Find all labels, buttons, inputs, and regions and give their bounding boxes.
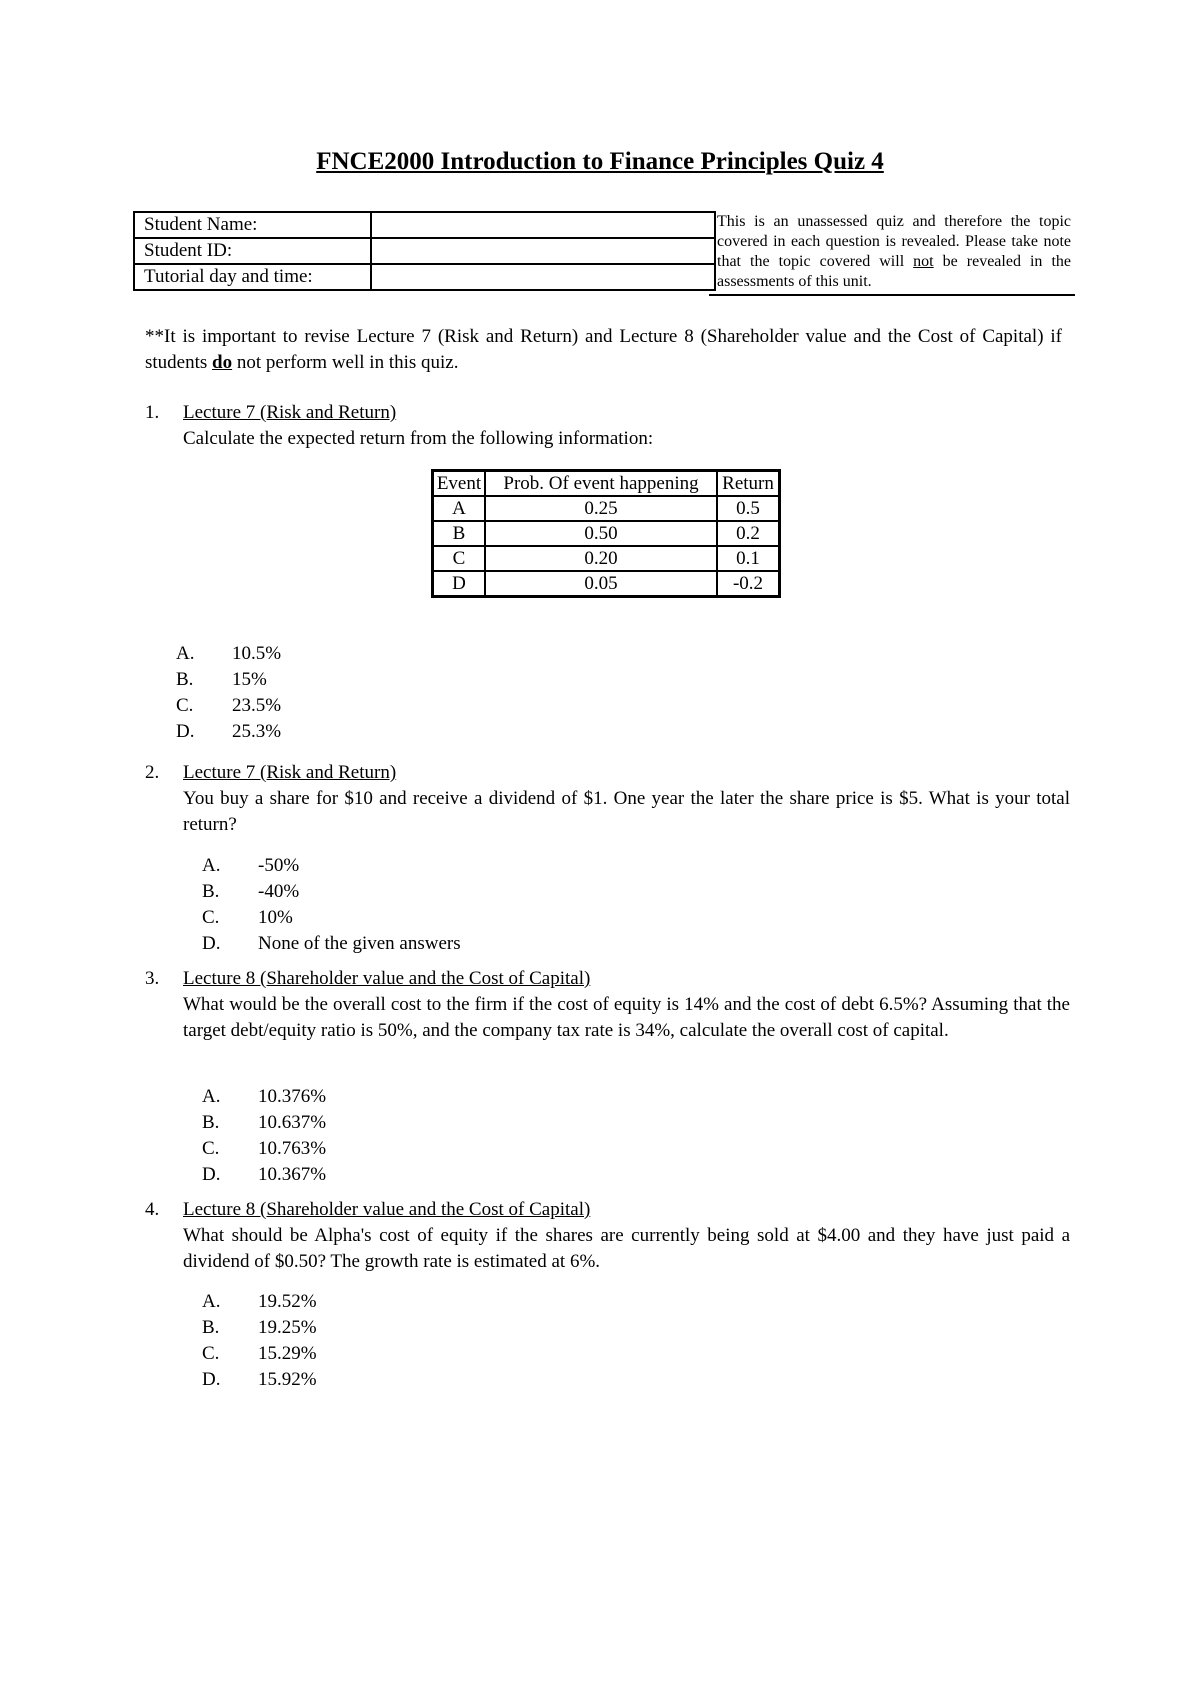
option-letter: C. xyxy=(202,1138,220,1159)
table-row xyxy=(433,521,780,546)
question-4 xyxy=(145,1197,1070,1275)
question-number: 1. xyxy=(145,402,160,423)
question-topic: Lecture 8 (Shareholder value and the Cost of Capital) xyxy=(183,968,591,989)
unassessed-notice xyxy=(717,212,1071,292)
option-letter: C. xyxy=(202,907,220,928)
table-row xyxy=(433,496,780,521)
question-3 xyxy=(145,966,1070,1044)
answer-option[interactable] xyxy=(202,1289,602,1315)
option-text: 10.367% xyxy=(258,1164,327,1185)
option-text: None of the given answers xyxy=(258,933,461,954)
table-cell: 0.25 xyxy=(485,496,717,521)
table-cell: B xyxy=(433,521,486,546)
option-letter: D. xyxy=(202,933,221,954)
question-1-options xyxy=(176,641,476,745)
question-number: 2. xyxy=(145,762,160,783)
student-id-field[interactable] xyxy=(371,238,715,264)
page-title: FNCE2000 Introduction to Finance Principles Quiz 4 xyxy=(316,148,884,175)
option-letter: B. xyxy=(202,1317,220,1338)
table-header-row xyxy=(433,471,780,497)
event-probability-table xyxy=(431,469,781,598)
table-row xyxy=(433,571,780,597)
option-text: 15% xyxy=(232,669,267,690)
option-letter: A. xyxy=(202,1291,221,1312)
question-text: What would be the overall cost to the firm if the cost of equity is 14% and the cost of debt 6.5%? Assuming that the target debt/equity ratio is 50%, and the company tax rate is 34%, calculate the overall cost of capital. xyxy=(183,994,1070,1041)
intro-text-end: not perform well in this quiz. xyxy=(232,352,459,373)
question-1 xyxy=(145,400,1070,452)
option-text: -40% xyxy=(258,881,300,902)
answer-option[interactable] xyxy=(176,667,476,693)
option-letter: C. xyxy=(202,1343,220,1364)
option-text: 10.5% xyxy=(232,643,282,664)
question-text: What should be Alpha's cost of equity if the shares are currently being sold at $4.00 and they have just paid a dividend of $0.50? The growth rate is estimated at 6%. xyxy=(183,1225,1070,1272)
table-cell: 0.1 xyxy=(717,546,780,571)
option-text: 10% xyxy=(258,907,293,928)
option-text: 23.5% xyxy=(232,695,282,716)
answer-option[interactable] xyxy=(202,1367,602,1393)
answer-option[interactable] xyxy=(202,1084,602,1110)
student-name-field[interactable] xyxy=(371,212,715,238)
option-letter: B. xyxy=(202,881,220,902)
answer-option[interactable] xyxy=(176,719,476,745)
option-text: 19.25% xyxy=(258,1317,317,1338)
answer-option[interactable] xyxy=(202,1315,602,1341)
table-cell: 0.05 xyxy=(485,571,717,597)
table-cell: D xyxy=(433,571,486,597)
option-letter: D. xyxy=(202,1164,221,1185)
intro-text: **It is important to revise Lecture 7 (Risk and Return) and Lecture 8 (Shareholder value and the Cost of Capital) if students xyxy=(145,326,1062,373)
table-header: Prob. Of event happening xyxy=(485,471,717,497)
table-row xyxy=(433,546,780,571)
notice-text-end: be revealed in the assessments of this unit. xyxy=(717,253,1071,290)
question-topic: Lecture 8 (Shareholder value and the Cost of Capital) xyxy=(183,1199,591,1220)
option-letter: C. xyxy=(176,695,194,716)
question-text: Calculate the expected return from the following information: xyxy=(183,428,654,449)
table-cell: 0.20 xyxy=(485,546,717,571)
option-text: -50% xyxy=(258,855,300,876)
answer-option[interactable] xyxy=(202,1162,602,1188)
tutorial-time-field[interactable] xyxy=(371,264,715,290)
table-cell: C xyxy=(433,546,486,571)
option-text: 15.92% xyxy=(258,1369,317,1390)
answer-option[interactable] xyxy=(202,879,602,905)
table-cell: A xyxy=(433,496,486,521)
question-topic: Lecture 7 (Risk and Return) xyxy=(183,402,397,423)
table-cell: 0.5 xyxy=(717,496,780,521)
answer-option[interactable] xyxy=(202,1341,602,1367)
intro-emphasis: do xyxy=(212,352,233,373)
table-cell: 0.2 xyxy=(717,521,780,546)
option-letter: B. xyxy=(176,669,194,690)
table-cell: 0.50 xyxy=(485,521,717,546)
table-header: Return xyxy=(717,471,780,497)
option-text: 15.29% xyxy=(258,1343,317,1364)
tutorial-time-label: Tutorial day and time: xyxy=(134,264,371,290)
option-letter: D. xyxy=(202,1369,221,1390)
option-letter: D. xyxy=(176,721,195,742)
option-text: 10.637% xyxy=(258,1112,327,1133)
option-text: 19.52% xyxy=(258,1291,317,1312)
option-letter: A. xyxy=(176,643,195,664)
option-letter: A. xyxy=(202,855,221,876)
question-4-options xyxy=(202,1289,602,1393)
question-3-options xyxy=(202,1084,602,1188)
answer-option[interactable] xyxy=(176,641,476,667)
question-2 xyxy=(145,760,1070,838)
answer-option[interactable] xyxy=(202,905,602,931)
question-topic: Lecture 7 (Risk and Return) xyxy=(183,762,397,783)
answer-option[interactable] xyxy=(202,1136,602,1162)
option-letter: A. xyxy=(202,1086,221,1107)
notice-emphasis: not xyxy=(913,253,934,270)
student-info-table xyxy=(133,211,716,291)
question-number: 4. xyxy=(145,1199,160,1220)
notice-text: This is an unassessed quiz and therefore the topic covered in each question is revealed. Please take note that the topic covered will xyxy=(717,213,1071,270)
answer-option[interactable] xyxy=(202,853,602,879)
intro-paragraph xyxy=(145,324,1062,376)
student-name-label: Student Name: xyxy=(134,212,371,238)
table-header: Event xyxy=(433,471,486,497)
option-letter: B. xyxy=(202,1112,220,1133)
answer-option[interactable] xyxy=(202,1110,602,1136)
answer-option[interactable] xyxy=(176,693,476,719)
option-text: 10.763% xyxy=(258,1138,327,1159)
answer-option[interactable] xyxy=(202,931,602,957)
question-text: You buy a share for $10 and receive a dividend of $1. One year the later the share price is $5. What is your total return? xyxy=(183,788,1070,835)
question-number: 3. xyxy=(145,968,160,989)
table-cell: -0.2 xyxy=(717,571,780,597)
option-text: 25.3% xyxy=(232,721,282,742)
question-2-options xyxy=(202,853,602,957)
option-text: 10.376% xyxy=(258,1086,327,1107)
student-id-label: Student ID: xyxy=(134,238,371,264)
notice-divider xyxy=(709,294,1075,296)
